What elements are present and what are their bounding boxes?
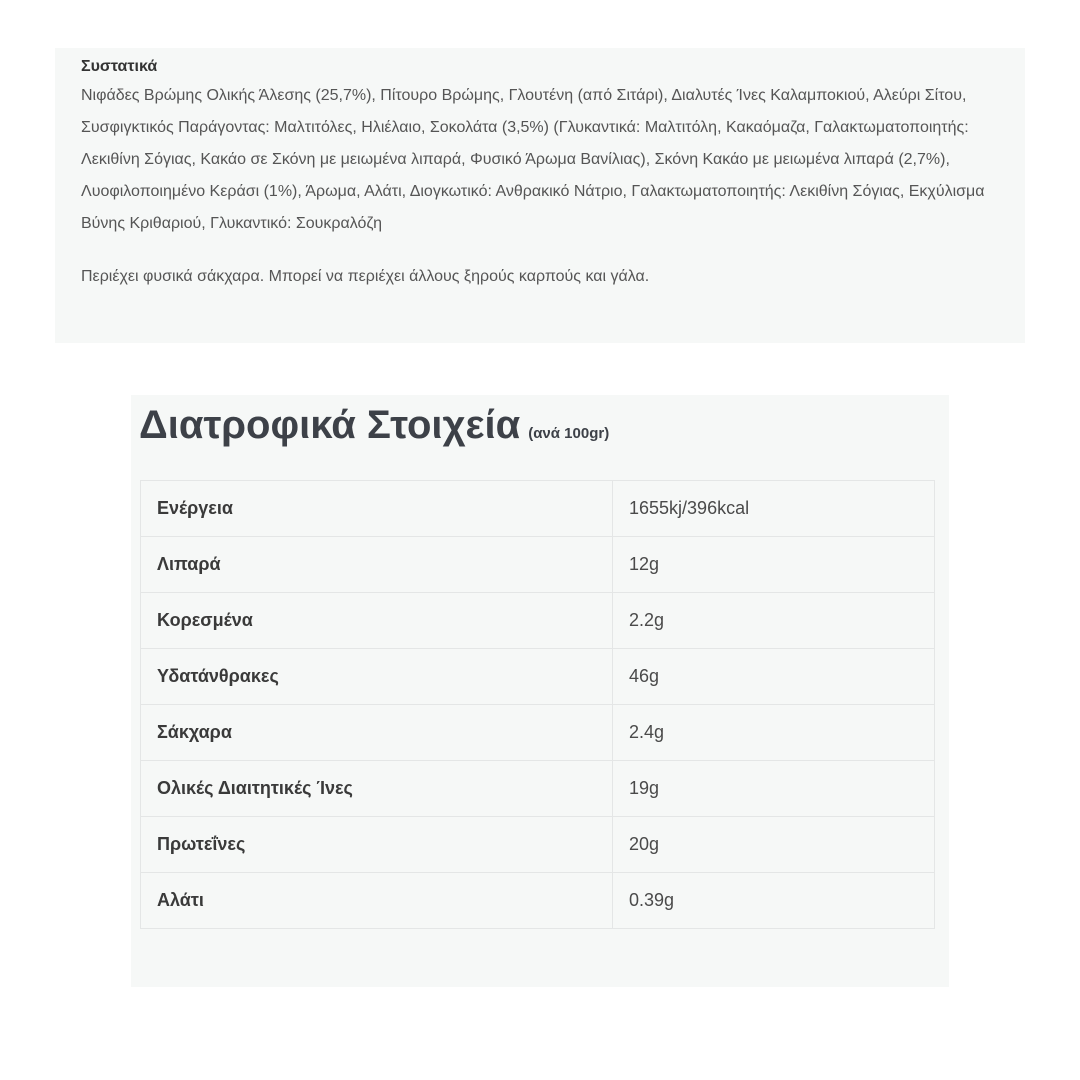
ingredients-title: Συστατικά — [81, 58, 158, 75]
nutrition-heading — [139, 403, 609, 448]
nutrient-label: Λιπαρά — [141, 537, 613, 593]
table-row — [141, 649, 935, 705]
table-row — [141, 761, 935, 817]
nutrition-table — [140, 480, 935, 929]
ingredients-section — [55, 48, 1025, 343]
nutrient-label: Ολικές Διαιτητικές Ίνες — [141, 761, 613, 817]
table-row — [141, 481, 935, 537]
nutrient-value: 12g — [613, 537, 935, 593]
nutrition-title: Διατροφικά Στοιχεία — [139, 403, 521, 447]
ingredients-text: Νιφάδες Βρώμης Ολικής Άλεσης (25,7%), Πίτουρο Βρώμης, Γλουτένη (από Σιτάρι), Διαλυτές Ίνες Καλαμποκιού, Αλεύρι Σίτου, Συσφιγκτικός Παράγοντας: Μαλτιτόλες, Ηλιέλαιο, Σοκολάτα (3,5%) (Γλυκαντικά: Μαλτιτόλη, Κακαόμαζα, Γαλακτωματοποιητής: Λεκιθίνη Σόγιας, Κακάο σε Σκόνη με μειωμένα λιπαρά, Φυσικό Άρωμα Βανίλιας), Σκόνη Κακάο με μειωμένα λιπαρά (2,7%), Λυοφιλοποιημένο Κεράσι (1%), Άρωμα, Αλάτι, Διογκωτικό: Ανθρακικό Νάτριο, Γαλακτωματοποιητής: Λεκιθίνη Σόγιας, Εκχύλισμα Βύνης Κριθαριού, Γλυκαντικό: Σουκραλόζη — [81, 87, 985, 232]
nutrient-value: 1655kj/396kcal — [613, 481, 935, 537]
nutrient-value: 20g — [613, 817, 935, 873]
table-row — [141, 593, 935, 649]
nutrient-label: Κορεσμένα — [141, 593, 613, 649]
nutrient-value: 46g — [613, 649, 935, 705]
nutrient-label: Πρωτεΐνες — [141, 817, 613, 873]
nutrient-label: Ενέργεια — [141, 481, 613, 537]
nutrient-value: 19g — [613, 761, 935, 817]
nutrition-section — [131, 395, 949, 987]
nutrient-value: 0.39g — [613, 873, 935, 929]
nutrition-subtitle: (ανά 100gr) — [528, 425, 610, 442]
nutrient-value: 2.4g — [613, 705, 935, 761]
table-row — [141, 705, 935, 761]
nutrient-label: Σάκχαρα — [141, 705, 613, 761]
table-row — [141, 817, 935, 873]
table-row — [141, 873, 935, 929]
nutrient-value: 2.2g — [613, 593, 935, 649]
ingredients-note: Περιέχει φυσικά σάκχαρα. Μπορεί να περιέχει άλλους ξηρούς καρπούς και γάλα. — [81, 268, 650, 285]
nutrient-label: Υδατάνθρακες — [141, 649, 613, 705]
nutrient-label: Αλάτι — [141, 873, 613, 929]
table-row — [141, 537, 935, 593]
